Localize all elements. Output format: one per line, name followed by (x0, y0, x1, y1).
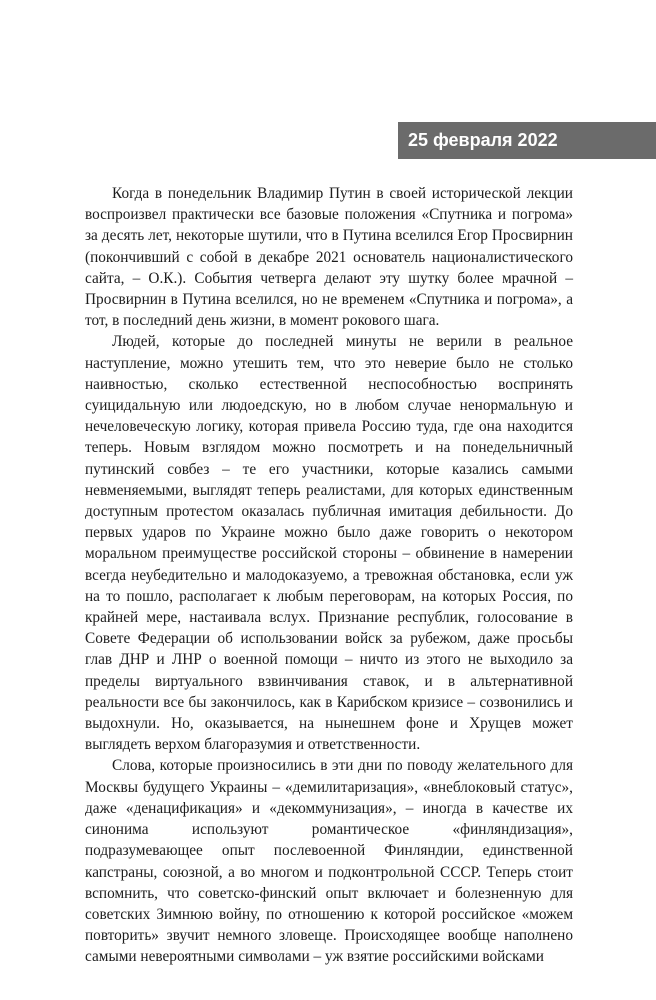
paragraph-3: Слова, которые произносились в эти дни по поводу желательного для Москвы будущего Украины – «демилитаризация», «внеблоковый статус», даже «денацификация» и «декоммунизация», – иногда в качестве их синонима используют романтическое «финляндизация», подразумевающее опыт послевоенной Финляндии, единственной капстраны, союзной, а во многом и подконтрольной СССР. Теперь стоит вспомнить, что советско-финский опыт включает и болезненную для советских Зимнюю войну, по отношению к которой российское «можем повторить» звучит немного зловеще. Происходящее вообще наполнено самыми невероятными символами – уж взятие российскими войсками (85, 757, 573, 966)
chapter-date-header: 25 февраля 2022 (398, 122, 656, 159)
paragraph-2: Людей, которые до последней минуты не верили в реальное наступление, можно утешить тем, что это неверие было не столько наивностью, сколько естественной неспособностью воспринять суицидальную или людоедскую, но в любом случае ненормальную и нечеловеческую логику, которая привела Россию туда, где она находится теперь. Новым взглядом можно посмотреть и на понедельничный путинский совбез – те его участники, которые казались самыми невменяемыми, выглядят теперь реалистами, для которых единственным доступным протестом оказалась публичная имитация дебильности. До первых ударов по Украине можно было даже говорить о некотором моральном преимуществе российской стороны – обвинение в намерении всегда неубедительно и малодоказуемо, а тревожная обстановка, если уж на то пошло, располагает к любым переговорам, на которых Россия, по крайней мере, настаивала вслух. Признание республик, голосование в Совете Федерации об использовании войск за рубежом, даже просьбы глав ДНР и ЛНР о военной помощи – ничто из этого не выходило за пределы виртуального взвинчивания ставок, и в альтернативной реальности все бы закончилось, как в Карибском кризисе – созвонились и выдохнули. Но, оказывается, на нынешнем фоне и Хрущев может выглядеть верхом благоразумия и ответственности. (85, 333, 573, 754)
page-body-text (85, 183, 573, 968)
paragraph-1: Когда в понедельник Владимир Путин в своей исторической лекции воспроизвел практически все базовые положения «Спутника и погрома» за десять лет, некоторые шутили, что в Путина вселился Егор Просвирнин (покончивший с собой в декабре 2021 основатель националистического сайта, – О.К.). События четверга делают эту шутку более мрачной – Просвирнин в Путина вселился, но не временем «Спутника и погрома», а тот, в последний день жизни, в момент рокового шага. (85, 185, 573, 330)
